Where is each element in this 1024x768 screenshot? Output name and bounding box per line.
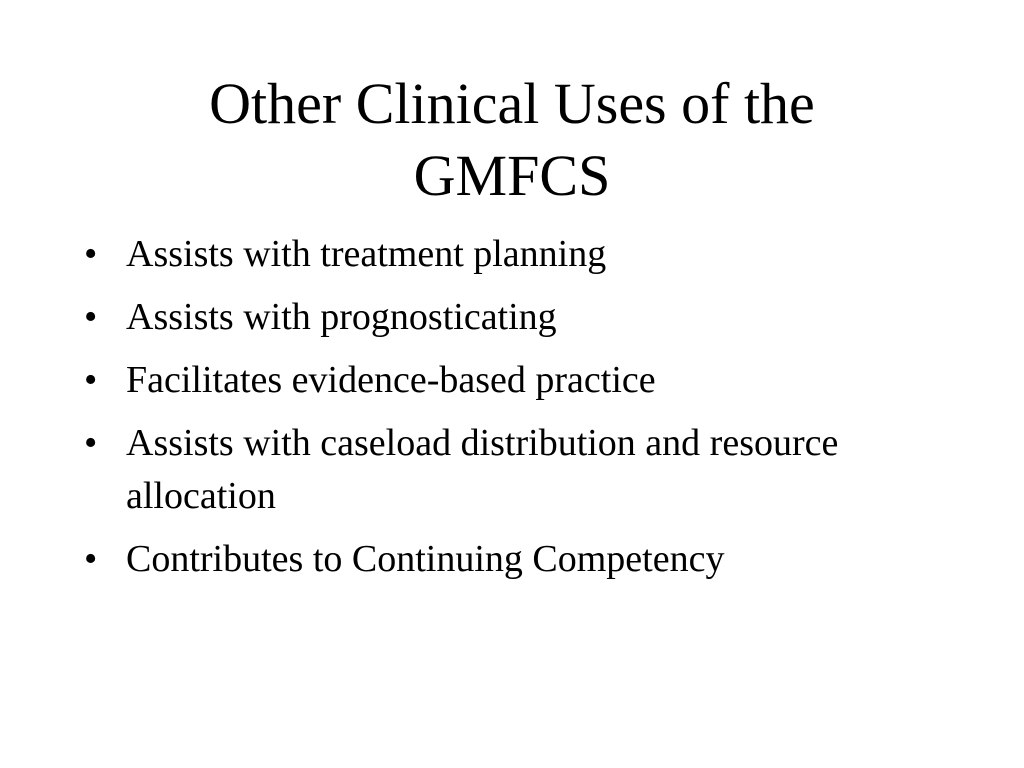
bullet-item-evidence-based-practice [84,354,944,407]
bullet-text: Assists with caseload distribution and resource allocation [126,422,839,517]
bullet-item-treatment-planning [84,228,944,281]
slide-title [0,68,1024,212]
slide-title-line-1: Other Clinical Uses of the [209,71,815,136]
bullet-icon: • [84,359,98,401]
slide-title-line-2: GMFCS [413,143,611,208]
bullet-icon: • [84,233,98,275]
bullet-icon: • [84,296,98,338]
bullet-text: Assists with prognosticating [126,296,557,338]
bullet-icon: • [84,538,98,580]
bullet-text: Assists with treatment planning [126,233,607,275]
bullet-item-caseload-distribution [84,417,944,523]
bullet-item-prognosticating [84,291,944,344]
bullet-item-continuing-competency [84,533,944,586]
bullet-text: Facilitates evidence-based practice [126,359,656,401]
bullet-text: Contributes to Continuing Competency [126,538,725,580]
bullet-list [84,228,944,596]
bullet-icon: • [84,422,98,464]
